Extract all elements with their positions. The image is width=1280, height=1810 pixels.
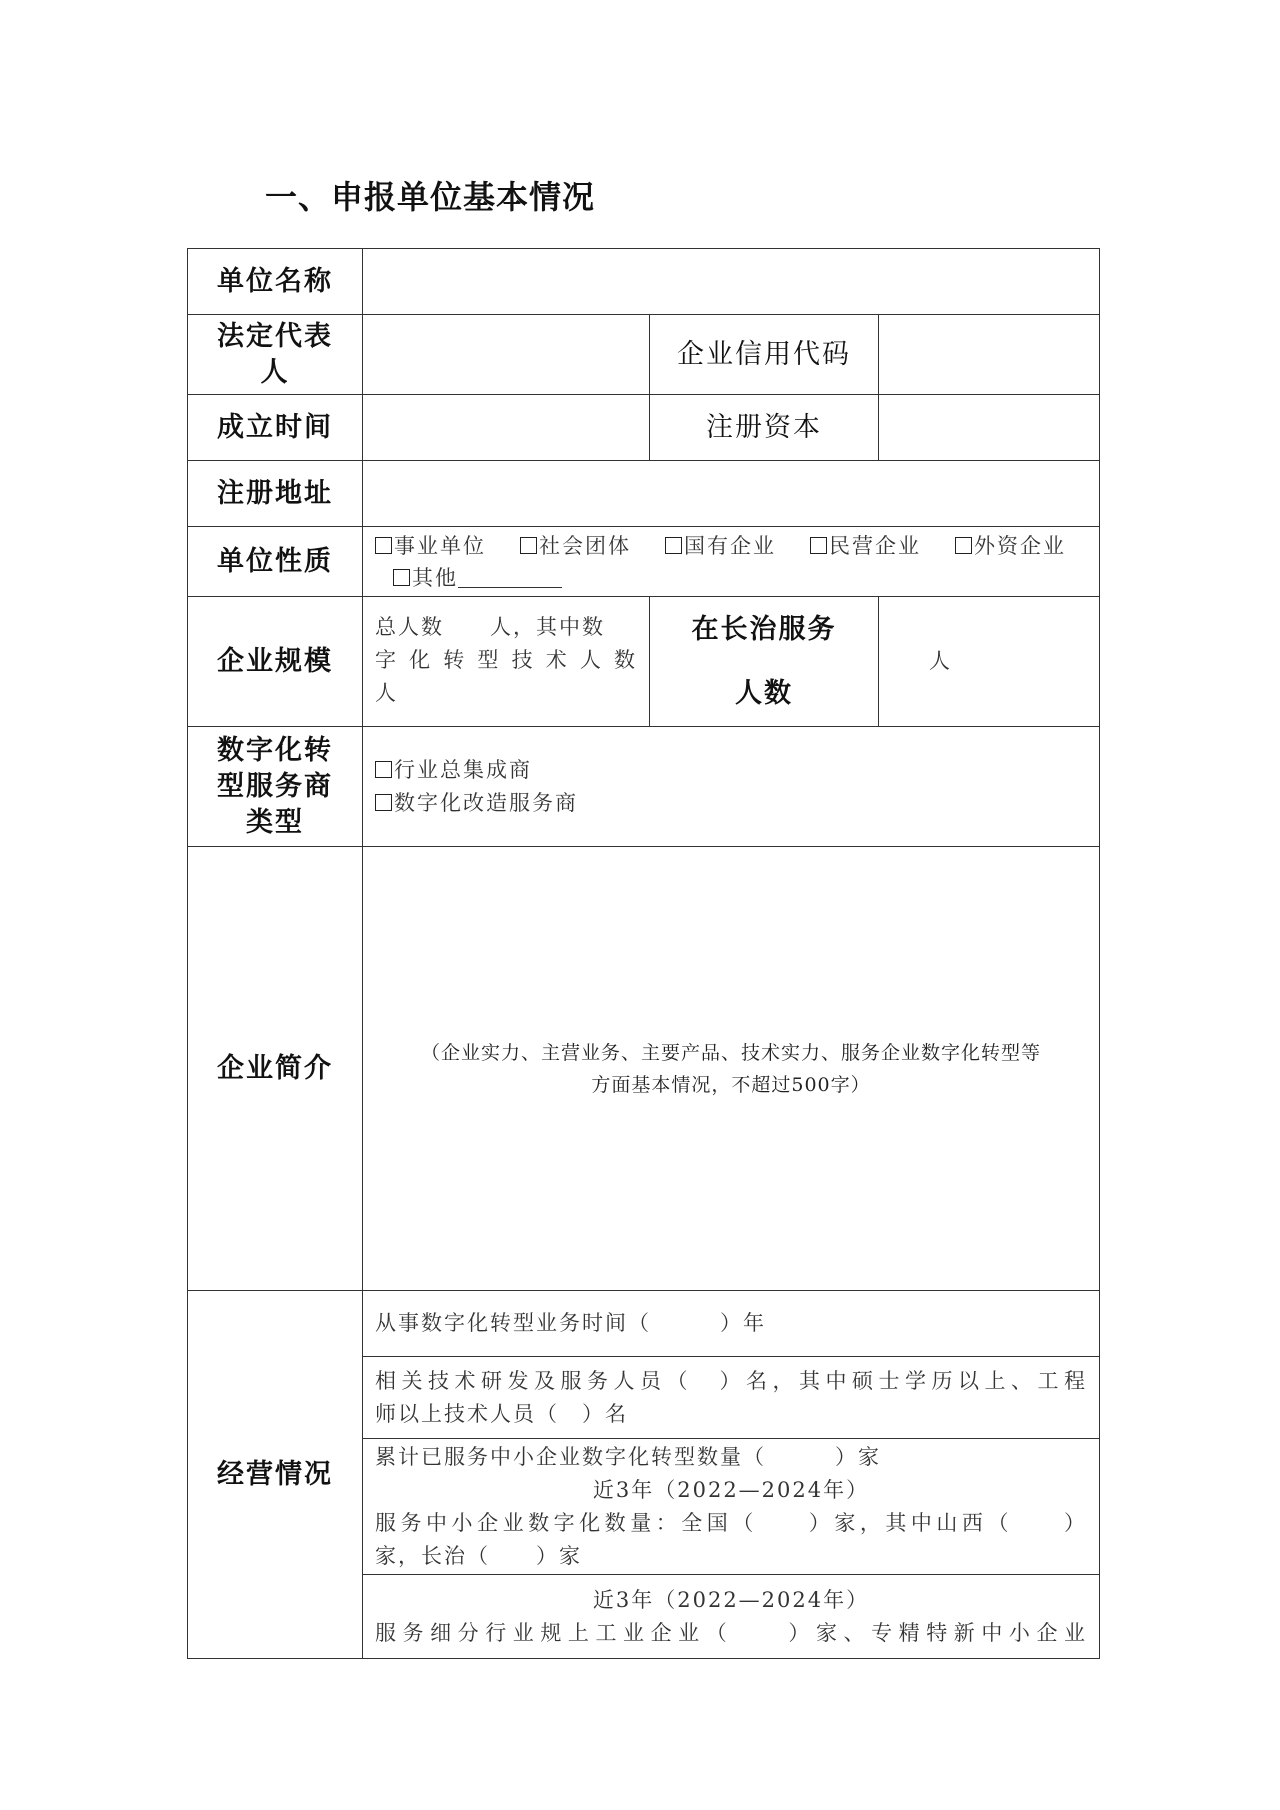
operations-served-line2: 近3年（2022—2024年） xyxy=(592,1477,870,1502)
credit-code-field[interactable] xyxy=(879,315,1100,395)
scale-line3: 人 xyxy=(375,681,398,705)
intro-field[interactable] xyxy=(363,847,1100,1291)
service-staff-field[interactable]: 人 xyxy=(879,597,1100,727)
checkbox-icon[interactable] xyxy=(375,761,392,778)
row-scale xyxy=(188,597,1100,727)
scale-line1: 总人数 人，其中数 xyxy=(375,615,605,639)
provider-option-retrofit[interactable]: 数字化改造服务商 xyxy=(375,787,1087,820)
scale-line2: 字化转型技术人数 xyxy=(375,648,637,672)
operations-item-industry[interactable] xyxy=(363,1575,1100,1659)
nature-option-state-owned[interactable]: 国有企业 xyxy=(665,530,776,562)
nature-option-private[interactable]: 民营企业 xyxy=(810,530,921,562)
operations-item-served[interactable] xyxy=(363,1439,1100,1575)
nature-option-other[interactable]: 其他 xyxy=(393,562,562,594)
provider-type-label-line3: 类型 xyxy=(246,806,304,838)
operations-staff-line1: 相关技术研发及服务人员（ ）名，其中硕士学历以上、工程 xyxy=(375,1368,1088,1393)
service-staff-label-line2: 人数 xyxy=(735,677,793,709)
legal-rep-label-line1: 法定代表 xyxy=(217,320,333,352)
service-staff-label xyxy=(650,597,879,727)
provider-type-label-line2: 型服务商 xyxy=(217,770,333,802)
nature-options xyxy=(363,527,1100,597)
established-field[interactable] xyxy=(363,395,650,461)
scale-label: 企业规模 xyxy=(188,597,363,727)
service-staff-label-line1: 在长治服务 xyxy=(691,613,837,645)
row-provider-type xyxy=(188,727,1100,847)
intro-hint-line2: 方面基本情况，不超过500字） xyxy=(591,1073,871,1096)
checkbox-icon[interactable] xyxy=(810,537,827,554)
other-blank-line[interactable] xyxy=(458,565,562,588)
application-form-table xyxy=(187,248,1100,1659)
unit-name-field[interactable] xyxy=(363,249,1100,315)
row-established xyxy=(188,395,1100,461)
unit-name-label: 单位名称 xyxy=(188,249,363,315)
credit-code-label: 企业信用代码 xyxy=(650,315,879,395)
checkbox-icon[interactable] xyxy=(375,537,392,554)
provider-type-label xyxy=(188,727,363,847)
operations-served-line1: 累计已服务中小企业数字化转型数量（ ）家 xyxy=(375,1444,881,1469)
checkbox-icon[interactable] xyxy=(665,537,682,554)
capital-field[interactable] xyxy=(879,395,1100,461)
provider-type-label-line1: 数字化转 xyxy=(217,734,333,766)
intro-label: 企业简介 xyxy=(188,847,363,1291)
nature-option-public-institution[interactable]: 事业单位 xyxy=(375,530,486,562)
legal-rep-label xyxy=(188,315,363,395)
row-address xyxy=(188,461,1100,527)
nature-option-social-group[interactable]: 社会团体 xyxy=(520,530,631,562)
nature-label: 单位性质 xyxy=(188,527,363,597)
operations-label: 经营情况 xyxy=(188,1291,363,1659)
nature-option-foreign[interactable]: 外资企业 xyxy=(955,530,1066,562)
checkbox-icon[interactable] xyxy=(393,569,410,586)
scale-headcount[interactable] xyxy=(363,597,650,727)
section-heading: 一、申报单位基本情况 xyxy=(265,178,596,216)
row-intro xyxy=(188,847,1100,1291)
operations-industry-line2: 服务细分行业规上工业企业（ ）家、专精特新中小企业 xyxy=(375,1620,1088,1645)
provider-option-integrator[interactable]: 行业总集成商 xyxy=(375,754,1087,787)
row-operations-1 xyxy=(188,1291,1100,1357)
address-label: 注册地址 xyxy=(188,461,363,527)
address-field[interactable] xyxy=(363,461,1100,527)
operations-item-years[interactable]: 从事数字化转型业务时间（ ）年 xyxy=(363,1291,1100,1357)
established-label: 成立时间 xyxy=(188,395,363,461)
row-nature xyxy=(188,527,1100,597)
row-legal-rep xyxy=(188,315,1100,395)
operations-served-line4: 家，长治（ ）家 xyxy=(375,1543,582,1568)
intro-hint-line1: （企业实力、主营业务、主要产品、技术实力、服务企业数字化转型等 xyxy=(421,1041,1042,1064)
capital-label: 注册资本 xyxy=(650,395,879,461)
provider-type-options xyxy=(363,727,1100,847)
checkbox-icon[interactable] xyxy=(375,794,392,811)
operations-staff-line2: 师以上技术人员（ ）名 xyxy=(375,1401,628,1426)
operations-served-line3: 服务中小企业数字化数量：全国（ ）家，其中山西（ ） xyxy=(375,1510,1088,1535)
operations-industry-line1: 近3年（2022—2024年） xyxy=(592,1587,870,1612)
legal-rep-label-line2: 人 xyxy=(260,356,290,388)
checkbox-icon[interactable] xyxy=(955,537,972,554)
checkbox-icon[interactable] xyxy=(520,537,537,554)
operations-item-staff[interactable] xyxy=(363,1357,1100,1439)
row-unit-name xyxy=(188,249,1100,315)
legal-rep-field[interactable] xyxy=(363,315,650,395)
